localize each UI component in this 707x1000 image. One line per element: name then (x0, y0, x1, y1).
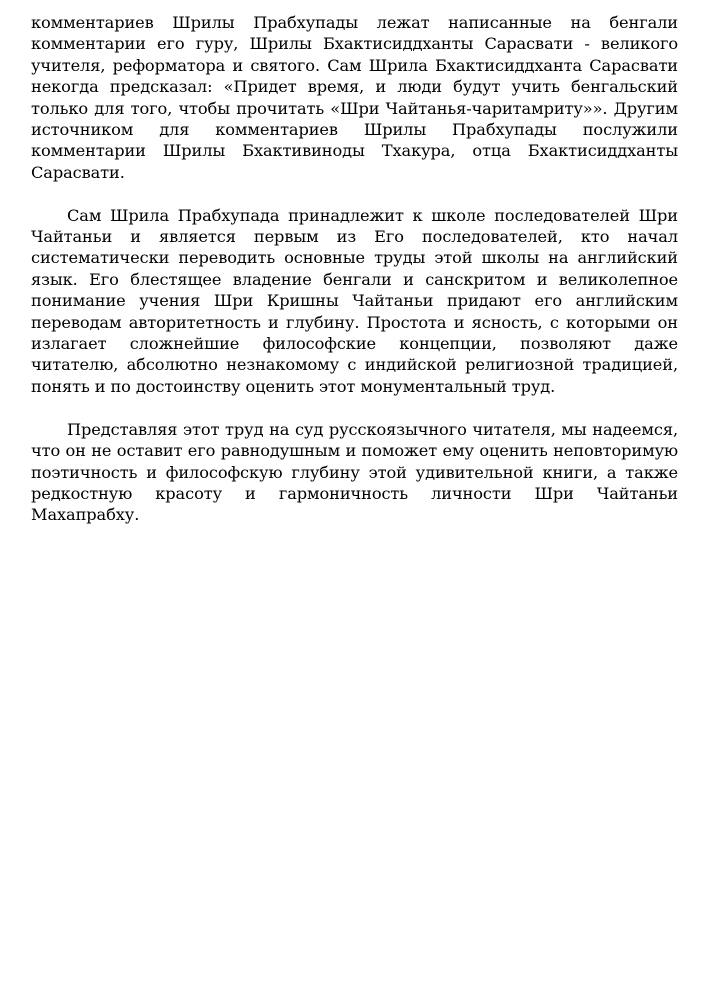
paragraph-prabhupada-school: Сам Шрила Прабхупада принадлежит к школе последователей Шри Чайтаньи и является первым из Его последователей, кто начал систематически переводить основные труды этой школы на английский язык. Его блестящее владение бенгали и санскритом и великолепное понимание учения Шри Кришны Чайтаньи придают его английским переводам авторитетность и глубину. Простота и ясность, с которыми он излагает сложнейшие философские концепции, позволяют даже читателю, абсолютно незнакомому с индийской религиозной традицией, понять и по достоинству оценить этот монументальный труд. (31, 205, 678, 396)
document-page (31, 12, 678, 526)
paragraph-presentation: Представляя этот труд на суд русскоязычного читателя, мы надеемся, что он не оставит его равнодушным и поможет ему оценить неповторимую поэтичность и философскую глубину этой удивительной книги, а также редкостную красоту и гармоничность личности Шри Чайтаньи Махапрабху. (31, 419, 678, 525)
paragraph-continuation: комментариев Шрилы Прабхупады лежат написанные на бенгали комментарии его гуру, Шрилы Бхактисиддханты Сарасвати - великого учителя, реформатора и святого. Сам Шрила Бхактисиддханта Сарасвати некогда предсказал: «Придет время, и люди будут учить бенгальский только для того, чтобы прочитать «Шри Чайтанья-чаритамриту»». Другим источником для комментариев Шрилы Прабхупады послужили комментарии Шрилы Бхактивиноды Тхакура, отца Бхактисиддханты Сарасвати. (31, 13, 678, 182)
